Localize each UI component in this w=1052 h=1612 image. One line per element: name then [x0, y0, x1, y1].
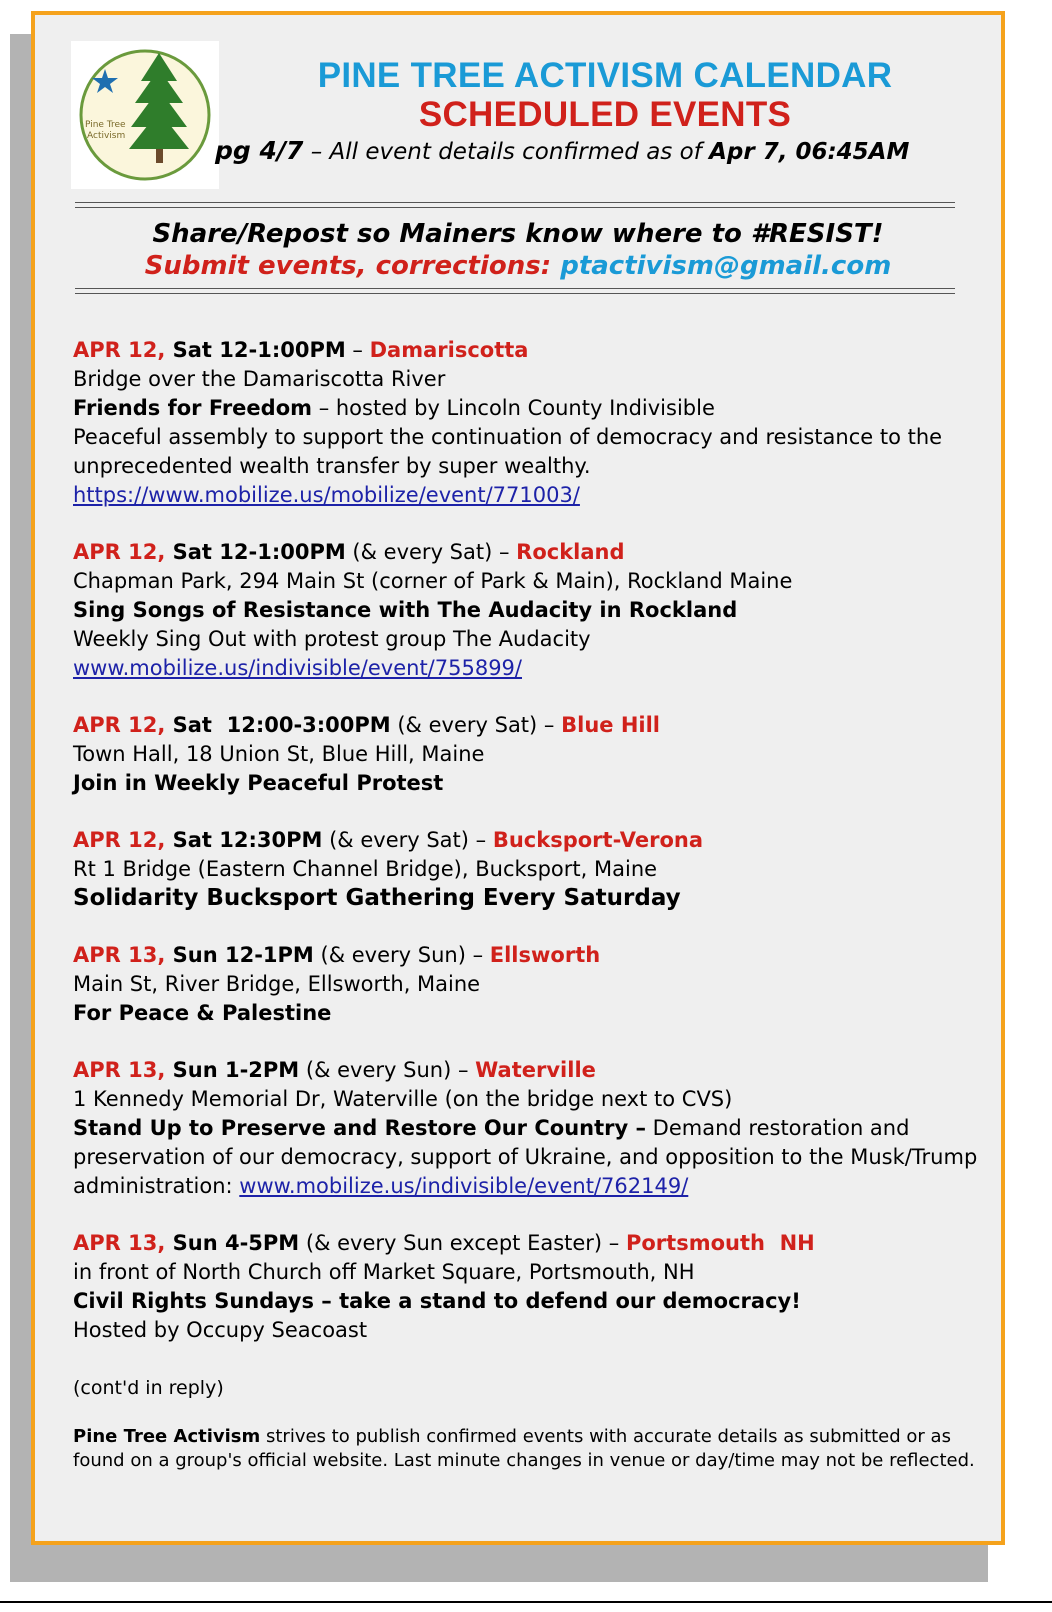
event-header: APR 13, Sun 12-1PM (& every Sun) – Ellsworth — [73, 943, 601, 967]
event-link[interactable]: www.mobilize.us/indivisible/event/762149/ — [239, 1174, 689, 1198]
event-item — [73, 1056, 985, 1201]
event-date: APR 12, — [73, 540, 166, 564]
event-date: APR 12, — [73, 713, 166, 737]
event-name: For Peace & Palestine — [73, 1001, 332, 1025]
event-location: Town Hall, 18 Union St, Blue Hill, Maine — [73, 742, 485, 766]
event-city: Ellsworth — [489, 943, 601, 967]
event-link[interactable]: https://www.mobilize.us/mobilize/event/771003/ — [73, 483, 580, 507]
event-time: Sat 12-1:00PM — [165, 540, 346, 564]
double-rule-top — [75, 202, 955, 208]
event-name: Friends for Freedom — [73, 396, 313, 420]
event-location: Bridge over the Damariscotta River — [73, 367, 446, 391]
event-time: Sat 12:30PM — [165, 828, 323, 852]
event-name: Civil Rights Sundays – take a stand to defend our democracy! — [73, 1289, 801, 1313]
event-date: APR 13, — [73, 1058, 166, 1082]
event-description: Weekly Sing Out with protest group The Audacity — [73, 627, 591, 651]
event-time: Sat 12-1:00PM — [165, 338, 346, 362]
bottom-rule — [0, 1601, 1052, 1603]
submit-line — [35, 251, 1001, 281]
event-header: APR 12, Sat 12:30PM (& every Sat) – Bucksport-Verona — [73, 828, 704, 852]
event-location: Rt 1 Bridge (Eastern Channel Bridge), Bucksport, Maine — [73, 857, 658, 881]
event-header: APR 13, Sun 1-2PM (& every Sun) – Waterville — [73, 1058, 596, 1082]
event-recurrence: (& every Sun except Easter) — [299, 1231, 603, 1255]
event-date: APR 12, — [73, 828, 166, 852]
flyer-frame — [31, 11, 1005, 1545]
event-location: in front of North Church off Market Square, Portsmouth, NH — [73, 1260, 695, 1284]
event-name: Sing Songs of Resistance with The Audacity in Rockland — [73, 598, 738, 622]
event-time: Sun 1-2PM — [165, 1058, 300, 1082]
event-city: Rockland — [516, 540, 625, 564]
event-name-line — [73, 394, 985, 423]
event-host: – hosted by Lincoln County Indivisible — [312, 396, 715, 420]
event-name: Solidarity Bucksport Gathering Every Saturday — [73, 885, 681, 911]
event-city: Waterville — [475, 1058, 596, 1082]
submit-email[interactable]: ptactivism@gmail.com — [560, 251, 892, 281]
event-details: Demand restoration and preservation of our democracy, support of Ukraine, and opposition to the Musk/Trump administration: — [73, 1116, 978, 1198]
event-link[interactable]: www.mobilize.us/indivisible/event/755899/ — [73, 656, 522, 680]
event-location: 1 Kennedy Memorial Dr, Waterville (on the bridge next to CVS) — [73, 1087, 733, 1111]
event-city: Portsmouth NH — [625, 1231, 815, 1255]
event-description: Peaceful assembly to support the continuation of democracy and resistance to the unprecedented wealth transfer by super wealthy. — [73, 425, 943, 478]
calendar-title: PINE TREE ACTIVISM CALENDAR — [317, 56, 893, 95]
event-date: APR 13, — [73, 1231, 166, 1255]
event-name-line — [73, 1114, 985, 1201]
event-city: Damariscotta — [369, 338, 529, 362]
disclaimer — [73, 1425, 985, 1473]
event-location: Chapman Park, 294 Main St (corner of Park & Main), Rockland Maine — [73, 569, 793, 593]
event-recurrence: (& every Sat) — [390, 713, 538, 737]
page-number: pg 4/7 — [215, 136, 304, 165]
event-name: Stand Up to Preserve and Restore Our Country – — [73, 1116, 646, 1140]
event-item — [73, 826, 985, 913]
event-city: Blue Hill — [561, 713, 660, 737]
disclaimer-org: Pine Tree Activism — [73, 1426, 261, 1447]
double-rule-bottom — [75, 288, 955, 294]
share-line: Share/Repost so Mainers know where to #RESIST! — [152, 219, 884, 249]
event-city: Bucksport-Verona — [492, 828, 704, 852]
event-header: APR 12, Sat 12-1:00PM (& every Sat) – Rockland — [73, 540, 625, 564]
event-header: APR 13, Sun 4-5PM (& every Sun except Easter) – Portsmouth NH — [73, 1231, 815, 1255]
event-recurrence: (& every Sun) — [299, 1058, 452, 1082]
event-host: Hosted by Occupy Seacoast — [73, 1318, 368, 1342]
event-recurrence: (& every Sat) — [322, 828, 469, 852]
event-date: APR 13, — [73, 943, 166, 967]
page-info — [215, 136, 909, 165]
event-time: Sun 4-5PM — [165, 1231, 300, 1255]
event-recurrence: (& every Sun) — [313, 943, 466, 967]
disclaimer-text: strives to publish confirmed events with accurate details as submitted or as found on a group's official website. Last minute changes in venue or day/time may not be reflected. — [73, 1426, 975, 1471]
event-recurrence: (& every Sat) — [345, 540, 493, 564]
confirmed-time: Apr 7, 06:45AM — [709, 139, 910, 165]
event-time: Sat 12:00-3:00PM — [165, 713, 391, 737]
event-list — [73, 336, 985, 1473]
continued-note: (cont'd in reply) — [73, 1377, 224, 1399]
event-item — [73, 336, 985, 510]
scheduled-events-title: SCHEDULED EVENTS — [418, 95, 792, 134]
logo-text: Pine Tree — [85, 120, 126, 130]
submit-label: Submit events, corrections: — [144, 251, 552, 281]
event-header: APR 12, Sat 12:00-3:00PM (& every Sat) – Blue Hill — [73, 713, 660, 737]
event-date: APR 12, — [73, 338, 166, 362]
pine-tree-icon — [71, 41, 219, 189]
event-item — [73, 1229, 985, 1345]
event-location: Main St, River Bridge, Ellsworth, Maine — [73, 972, 481, 996]
confirmed-prefix: – All event details confirmed as of — [303, 139, 710, 165]
event-item — [73, 538, 985, 683]
event-time: Sun 12-1PM — [165, 943, 314, 967]
event-name: Join in Weekly Peaceful Protest — [73, 771, 444, 795]
event-item — [73, 711, 985, 798]
event-item — [73, 941, 985, 1028]
svg-text:Activism: Activism — [87, 131, 126, 141]
event-header: APR 12, Sat 12-1:00PM – Damariscotta — [73, 338, 529, 362]
pine-tree-logo — [71, 41, 219, 189]
